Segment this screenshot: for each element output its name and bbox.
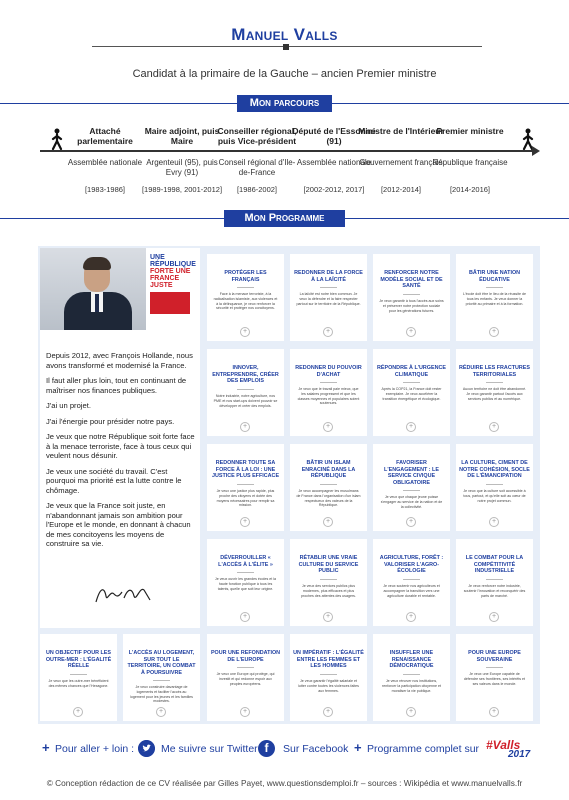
- plus-icon: +: [354, 740, 362, 755]
- expand-plus-icon[interactable]: +: [489, 422, 499, 432]
- card-separator: [320, 287, 337, 288]
- card-text: Aucun territoire ne doit être abandonné. Je veux garantir partout l'accès aux services publics et au numérique.: [462, 387, 527, 401]
- card-separator: [320, 674, 337, 675]
- poster-line: UNE: [150, 254, 165, 261]
- card-text: Je veux une Europe qui protège, qui investit et qui redonne espoir aux peuples européens.: [216, 672, 275, 686]
- card-title: UN IMPÉRATIF : L'ÉGALITÉ ENTRE LES FEMMES ET LES HOMMES: [293, 650, 364, 670]
- expand-plus-icon[interactable]: +: [323, 517, 333, 527]
- career-place: Argenteuil (95), puis Evry (91): [146, 158, 218, 177]
- career-role: Attaché parlementaire: [77, 126, 133, 146]
- card-title: POUR UNE REFONDATION DE L'EUROPE: [210, 650, 281, 663]
- footer-links: [0, 740, 569, 758]
- career-place: République française: [432, 158, 508, 167]
- career-years: [1983-1986]: [84, 185, 126, 194]
- card-title: UN OBJECTIF POUR LES OUTRE-MER : L'ÉGALITÉ RÉELLE: [45, 650, 112, 670]
- card-title: REDONNER DE LA FORCE À LA LAÏCITÉ: [294, 270, 363, 283]
- programme-card[interactable]: [456, 634, 533, 721]
- card-separator: [70, 674, 87, 675]
- card-text: Notre industrie, notre agriculture, nos PME et nos start-ups doivent pouvoir se développer et créer des emplois.: [213, 394, 278, 408]
- card-title: INNOVER, ENTREPRENDRE, CRÉER DES EMPLOIS: [212, 365, 279, 385]
- programme-card[interactable]: [290, 634, 367, 721]
- career-years: [2012-2014]: [380, 185, 422, 194]
- more-label: Pour aller + loin :: [55, 743, 135, 755]
- photo-hair: [83, 257, 111, 270]
- card-text: Après la COP21, la France doit rester exemplaire. Je veux accélérer la transition énergétique et écologique.: [381, 387, 442, 401]
- programme-card[interactable]: [207, 539, 284, 626]
- expand-plus-icon[interactable]: +: [406, 517, 416, 527]
- programme-card[interactable]: [290, 444, 367, 531]
- career-role: Premier ministre: [436, 126, 504, 136]
- card-text: Je veux rénover nos institutions, renforcer la participation citoyenne et moraliser la vie publique.: [382, 679, 441, 693]
- programme-card[interactable]: [207, 349, 284, 436]
- card-separator: [486, 484, 503, 485]
- programme-card[interactable]: [207, 444, 284, 531]
- expand-plus-icon[interactable]: +: [156, 707, 166, 717]
- poster-line: RÉPUBLIQUE: [150, 261, 196, 268]
- expand-plus-icon[interactable]: +: [323, 422, 333, 432]
- card-text: La laïcité est notre bien commun. Je veux la défendre et la faire respecter partout sur le territoire de la République.: [296, 292, 361, 306]
- career-years: [2014-2016]: [449, 185, 491, 194]
- programme-card[interactable]: [456, 444, 533, 531]
- card-separator: [237, 389, 254, 390]
- card-text: Je veux ouvrir les grandes écoles et la haute fonction publique à tous les talents, quelle que soit leur origine.: [214, 577, 277, 591]
- card-title: POUR UNE EUROPE SOUVERAINE: [468, 650, 521, 663]
- card-text: Je veux que la culture soit accessible à tous, partout, et qu'elle soit au cœur de notre projet commun.: [463, 489, 526, 503]
- career-place: Assemblée nationale: [67, 158, 143, 167]
- expand-plus-icon[interactable]: +: [406, 327, 416, 337]
- card-separator: [237, 667, 254, 668]
- card-title: RÉTABLIR UNE VRAIE CULTURE DU SERVICE PUBLIC: [298, 555, 359, 575]
- programme-card[interactable]: [290, 254, 367, 341]
- programme-card[interactable]: [373, 444, 450, 531]
- card-title: RÉDUIRE LES FRACTURES TERRITORIALES: [459, 365, 530, 378]
- programme-card[interactable]: [123, 634, 200, 721]
- career-role: Conseiller régional, puis Vice-président: [217, 126, 297, 146]
- card-separator: [153, 680, 170, 681]
- programme-card[interactable]: [207, 254, 284, 341]
- expand-plus-icon[interactable]: +: [240, 422, 250, 432]
- expand-plus-icon[interactable]: +: [240, 707, 250, 717]
- card-text: Je veux des services publics plus modernes, plus efficaces et plus proches des attentes des usagers.: [301, 584, 356, 598]
- expand-plus-icon[interactable]: +: [240, 517, 250, 527]
- card-separator: [237, 287, 254, 288]
- twitter-icon[interactable]: [138, 740, 155, 757]
- card-title: LE COMBAT POUR LA COMPÉTITIVITÉ INDUSTRIELLE: [465, 555, 524, 575]
- programme-card[interactable]: [290, 349, 367, 436]
- card-text: Je veux garantir à tous l'accès aux soins et préserver notre protection sociale pour les générations futures.: [379, 299, 444, 313]
- card-text: Je veux accompagner les musulmans de France dans l'organisation d'un islam respectueux des valeurs de la République.: [296, 489, 361, 508]
- programme-intro: [40, 248, 200, 628]
- campaign-poster: [146, 248, 200, 330]
- card-title: RENFORCER NOTRE MODÈLE SOCIAL ET DE SANTÉ: [380, 270, 443, 290]
- expand-plus-icon[interactable]: +: [240, 612, 250, 622]
- card-title: L'ACCÈS AU LOGEMENT, SUR TOUT LE TERRITOIRE, UN COMBAT À POURSUIVRE: [127, 650, 196, 676]
- intro-paragraph: J'ai l'énergie pour présider notre pays.: [46, 416, 175, 426]
- poster-line: FORTE UNE: [150, 268, 191, 275]
- card-text: Face à la menace terroriste, à la radicalisation islamiste, aux violences et à la délinquance, je veux renforcer la sécurité et protéger nos concitoyens.: [213, 292, 278, 311]
- card-separator: [320, 484, 337, 485]
- poster-line: FRANCE JUSTE: [150, 275, 180, 289]
- intro-paragraph: Je veux que la France soit juste, en n'abandonnant jamais son ambition pour l'Europe et le monde, en donnant à chacun de mes concitoyens les moyens de construire sa vie.: [46, 501, 191, 548]
- card-text: Je veux une Europe capable de défendre ses frontières, ses intérêts et ses valeurs dans le monde.: [463, 672, 526, 686]
- timeline-arrow-icon: [532, 146, 540, 156]
- candidate-photo: [40, 248, 200, 330]
- programme-card[interactable]: [373, 349, 450, 436]
- poster-red-block: [150, 292, 190, 314]
- expand-plus-icon[interactable]: +: [489, 517, 499, 527]
- intro-paragraph: Il faut aller plus loin, tout en continuant de maîtriser nos finances publiques.: [46, 376, 187, 395]
- programme-link[interactable]: Programme complet sur: [367, 743, 480, 755]
- expand-plus-icon[interactable]: +: [406, 612, 416, 622]
- expand-plus-icon[interactable]: +: [489, 707, 499, 717]
- career-role: Député de l'Essonne (91): [292, 126, 376, 146]
- card-title: LA CULTURE, CIMENT DE NOTRE COHÉSION, SOCLE DE L'ÉMANCIPATION: [459, 460, 530, 480]
- programme-card[interactable]: [456, 349, 533, 436]
- intro-text: [46, 351, 198, 555]
- card-text: Je veux que chaque jeune puisse s'engager au service de la nation et de la collectivité.: [380, 495, 443, 509]
- expand-plus-icon[interactable]: +: [406, 422, 416, 432]
- card-title: RÉPONDRE À L'URGENCE CLIMATIQUE: [377, 365, 446, 378]
- candidate-subtitle: Candidat à la primaire de la Gauche – ancien Premier ministre: [132, 68, 437, 80]
- card-separator: [320, 579, 337, 580]
- expand-plus-icon[interactable]: +: [323, 707, 333, 717]
- intro-paragraph: Je veux que notre République soit forte face à la menace terroriste, face à tous ceux qui veulent nous désunir.: [46, 432, 195, 460]
- career-years: [1989-1998, 2001-2012]: [141, 185, 223, 194]
- intro-paragraph: Je veux une société du travail. C'est pourquoi ma priorité est la lutte contre le chômage.: [46, 466, 182, 495]
- career-place: Gouvernement français: [359, 158, 443, 167]
- card-separator: [403, 579, 420, 580]
- expand-plus-icon[interactable]: +: [323, 327, 333, 337]
- intro-paragraph: J'ai un projet.: [46, 401, 91, 410]
- card-text: Je veux garantir l'égalité salariale et lutter contre toutes les violences faites aux femmes.: [298, 679, 359, 693]
- card-title: DÉVERROUILLER « L'ACCÈS À L'ÉLITE »: [218, 555, 273, 568]
- expand-plus-icon[interactable]: +: [73, 707, 83, 717]
- card-title: REDONNER DU POUVOIR D'ACHAT: [295, 365, 362, 378]
- career-years: [1986-2002]: [236, 185, 278, 194]
- programme-heading: Mon Programme: [224, 210, 345, 227]
- card-text: Je veux renforcer notre industrie, soutenir l'innovation et reconquérir des parts de marché.: [463, 584, 526, 598]
- parcours-heading: Mon parcours: [237, 95, 332, 112]
- programme-card[interactable]: [373, 634, 450, 721]
- programme-card[interactable]: [373, 539, 450, 626]
- intro-paragraph: Depuis 2012, avec François Hollande, nous avons transformé et modernisé la France.: [46, 351, 193, 370]
- credits-text: © Conception rédaction de ce CV réalisée par Gilles Payet, www.questionsdemploi.fr – sources : Wikipédia et www.manuelvalls.fr: [46, 778, 523, 788]
- photo-tie: [95, 294, 99, 312]
- plus-icon: +: [42, 740, 50, 755]
- card-title: PROTÉGER LES FRANÇAIS: [224, 270, 267, 283]
- programme-card[interactable]: [207, 634, 284, 721]
- card-title: BÂTIR UNE NATION ÉDUCATIVE: [468, 270, 521, 283]
- expand-plus-icon[interactable]: +: [323, 612, 333, 622]
- hashtag-year: 2017: [508, 749, 531, 760]
- card-title: AGRICULTURE, FORÊT : VALORISER L'AGRO-ÉCOLOGIE: [379, 555, 444, 575]
- facebook-icon[interactable]: f: [258, 740, 275, 757]
- twitter-link[interactable]: Me suivre sur Twitter: [161, 743, 258, 755]
- career-timeline: [40, 150, 532, 152]
- card-title: INSUFFLER UNE RENAISSANCE DÉMOCRATIQUE: [389, 650, 434, 670]
- card-title: REDONNER TOUTE SA FORCE À LA LOI : UNE JUSTICE PLUS EFFICACE: [211, 460, 280, 480]
- card-separator: [486, 579, 503, 580]
- card-title: BÂTIR UN ISLAM ENRACINÉ DANS LA RÉPUBLIQUE: [301, 460, 356, 480]
- signature-icon: [94, 584, 154, 606]
- career-role: Maire adjoint, puis Maire: [144, 126, 220, 146]
- expand-plus-icon[interactable]: +: [489, 327, 499, 337]
- candidate-name: Manuel Valls: [231, 25, 338, 44]
- career-role: Ministre de l'Intérieur: [358, 126, 444, 136]
- facebook-link[interactable]: Sur Facebook: [283, 743, 349, 755]
- card-separator: [403, 674, 420, 675]
- card-separator: [403, 294, 420, 295]
- card-text: Je veux construire davantage de logements et faciliter l'accès au logement pour les jeunes et les familles modestes.: [130, 685, 193, 704]
- expand-plus-icon[interactable]: +: [406, 707, 416, 717]
- card-separator: [403, 382, 420, 383]
- career-place: Conseil régional d'Ile-de-France: [218, 158, 296, 177]
- card-separator: [237, 572, 254, 573]
- programme-card[interactable]: [456, 539, 533, 626]
- card-text: L'école doit être le lieu de la réussite de tous les enfants. Je veux donner la priorité au primaire et à la formation.: [462, 292, 527, 306]
- programme-card[interactable]: [40, 634, 117, 721]
- card-text: Je veux soutenir nos agriculteurs et accompagner la transition vers une agriculture durable et rentable.: [383, 584, 440, 598]
- valls2017-logo[interactable]: [486, 738, 536, 762]
- card-text: Je veux que le travail paie mieux, que les salaires progressent et que les classes moyennes et populaires soient soutenues.: [297, 387, 360, 406]
- career-place: Assemblée nationale: [296, 158, 372, 167]
- hashtag-text: #Valls: [486, 738, 521, 752]
- programme-card[interactable]: [373, 254, 450, 341]
- career-years: [2002-2012, 2017]: [303, 185, 365, 194]
- card-separator: [403, 490, 420, 491]
- expand-plus-icon[interactable]: +: [489, 612, 499, 622]
- programme-card[interactable]: [290, 539, 367, 626]
- programme-card[interactable]: [456, 254, 533, 341]
- card-text: Je veux que les outre-mer bénéficient des mêmes chances que l'Hexagone.: [48, 679, 109, 688]
- card-separator: [486, 667, 503, 668]
- card-title: FAVORISER L'ENGAGEMENT : LE SERVICE CIVIQUE OBLIGATOIRE: [384, 460, 439, 486]
- expand-plus-icon[interactable]: +: [240, 327, 250, 337]
- card-separator: [237, 484, 254, 485]
- name-underline-marker: [283, 44, 289, 50]
- card-separator: [486, 382, 503, 383]
- card-separator: [320, 382, 337, 383]
- card-separator: [486, 287, 503, 288]
- card-text: Je veux une justice plus rapide, plus proche des citoyens et dotée des moyens nécessaires pour remplir sa mission.: [216, 489, 275, 508]
